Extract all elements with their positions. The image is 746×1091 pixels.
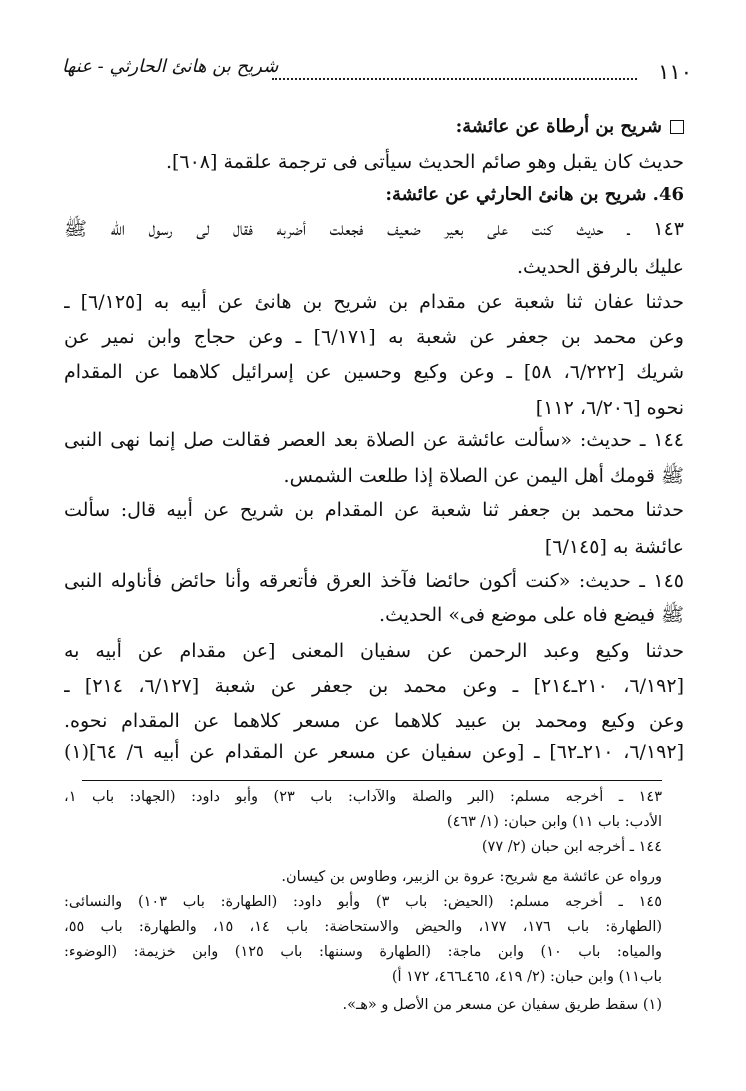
text-line [64,214,684,244]
line-text: حديث كان يقبل وهو صائم الحديث سيأتى فى ترجمة علقمة [٦٠٨]. [165,151,684,173]
footnote-line [64,994,662,1016]
line-text: ١٤٣ ـ أخرجه مسلم: (البر والصلة والآداب: باب ٢٣) وأبو داود: (الجهاد: باب ١، [64,789,662,805]
text-line [64,461,684,491]
text-line [64,600,684,630]
line-text: (الطهارة: باب ١٧٦، ١٧٧، والحيض والاستحاضة: باب ١٤، ١٥، والطهارة: باب ٥٥، [64,919,662,935]
page-header [62,56,692,86]
footnote-line [64,811,662,833]
line-text: حدثنا عفان ثنا شعبة عن مقدام بن شريح بن هانئ عن أبيه به [٦/١٢٥] ـ [64,291,684,313]
text-line [64,671,684,701]
line-text: 46. شريح بن هانئ الحارثي عن عائشة: [385,184,684,205]
text-line [64,737,684,767]
footnote-line [64,786,662,808]
line-text: شريح بن أرطاة عن عائشة: [455,116,662,137]
footnote-line [64,891,662,913]
line-text: [٦/١٩٢، ٢١٠ـ٦٢] ـ [وعن سفيان عن مسعر عن المقدام عن أبيه ٦/ ٦٤](١) [64,741,684,763]
text-line [64,532,684,562]
text-line [64,566,684,596]
square-bullet-icon [670,120,684,134]
text-line [64,636,684,666]
footnote-line [64,916,662,938]
text-line [64,495,684,525]
line-text: ورواه عن عائشة مع شريح: عروة بن الزبير، وطاوس بن كيسان. [281,869,662,885]
section-heading [64,112,684,142]
line-text: [٦/١٩٢، ٢١٠ـ٢١٤] ـ وعن محمد بن جعفر عن شعبة [٦/١٢٧، ٢١٤] ـ [64,675,684,697]
line-text: وعن محمد بن جعفر عن شعبة به [٦/١٧١] ـ وعن حجاج وابن نمير عن [64,326,684,348]
text-line [64,706,684,736]
text-line [64,425,684,455]
section-heading [64,180,684,210]
footnote-separator [82,780,662,781]
line-text: عائشة به [٦/١٤٥] [544,536,684,558]
text-line [64,287,684,317]
line-text: ﷺ قومك أهل اليمن عن الصلاة إذا طلعت الشمس. [283,465,684,487]
footnote-line [64,836,662,858]
line-text: والمياه: باب ١٠) وابن ماجة: (الطهارة وسننها: باب ١٢٥) وابن خزيمة: (الوضوء: [64,944,662,960]
page-number: ١١٠ [658,60,692,84]
text-line [64,357,684,387]
footnote-line [64,966,662,988]
line-text: ١٤٥ ـ أخرجه مسلم: (الحيض: باب ٣) وأبو داود: (الطهارة: باب ١٠٣) والنسائى: [64,894,662,910]
text-line [64,393,684,423]
line-text: نحوه [٦/٢٠٦، ١١٢] [535,397,684,419]
line-text: ١٤٤ ـ أخرجه ابن حبان (٢/ ٧٧) [481,839,662,855]
line-text: باب١١) وابن حبان: (٢/ ٤١٩، ٤٦٥ـ٤٦٦، ١٧٢ أ) [391,969,662,985]
line-text: ﷺ فيضع فاه على موضع فى» الحديث. [379,604,684,626]
line-text: عليك بالرفق الحديث. [516,256,684,278]
footnote-line [64,941,662,963]
line-text: حدثنا محمد بن جعفر ثنا شعبة عن المقدام بن شريح عن أبيه قال: سألت [64,499,684,521]
header-dotted-rule [272,78,637,80]
line-text: ١٤٥ ـ حديث: «كنت أكون حائضا فآخذ العرق فأتعرقه وأنا حائض فأناوله النبى [64,570,684,592]
line-text: شريك [٦/٢٢٢، ٥٨] ـ وعن وكيع وحسين عن إسرائيل كلاهما عن المقدام [64,361,684,383]
line-text: الأدب: باب ١١) وابن حبان: (١/ ٤٦٣) [446,814,662,830]
line-text: ١٤٣ ـ حديث كنت على بعير ضعيف فجعلت أضربه فقال لى رسول الله ﷺ [64,218,684,240]
line-text: حدثنا وكيع وعبد الرحمن عن سفيان المعنى [عن مقدام عن أبيه به [64,640,684,662]
running-title: شريح بن هانئ الحارثي - عنها [62,56,279,77]
footnote-line [64,866,662,888]
text-line [64,322,684,352]
line-text: وعن وكيع ومحمد بن عبيد كلاهما عن مسعر كلاهما عن المقدام نحوه. [64,710,684,732]
text-line [64,252,684,282]
text-line [64,147,684,177]
line-text: ١٤٤ ـ حديث: «سألت عائشة عن الصلاة بعد العصر فقالت صل إنما نهى النبى [64,429,684,451]
line-text: (١) سقط طريق سفيان عن مسعر من الأصل و «هـ». [342,997,662,1013]
